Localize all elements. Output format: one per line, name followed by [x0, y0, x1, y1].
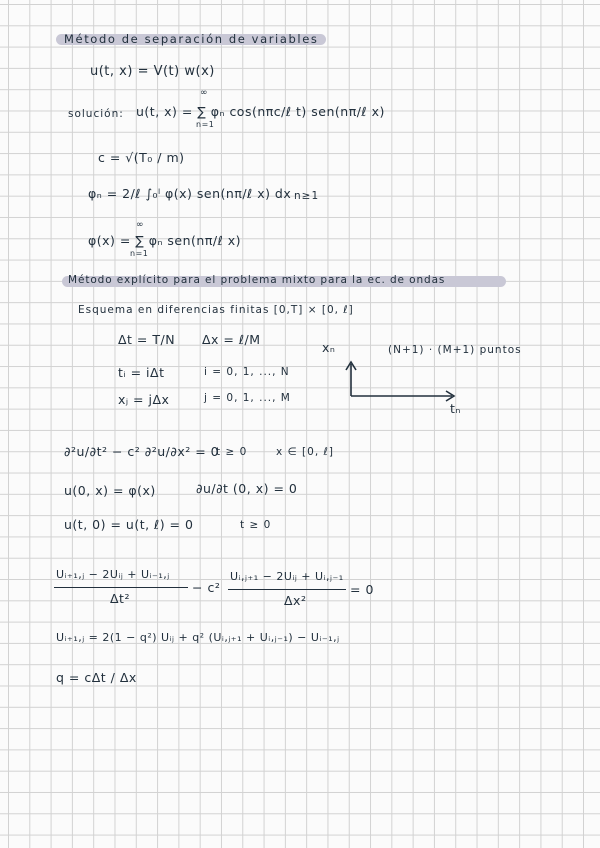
- eq-solution: u(t, x) = ∑ φₙ cos(nπc/ℓ t) sen(nπ/ℓ x): [136, 104, 385, 119]
- phi-n-condition: n≥1: [294, 190, 320, 202]
- eq-c: c = √(T₀ / m): [98, 150, 185, 165]
- section1-heading: Método de separación de variables: [64, 32, 319, 46]
- eq-dx: Δx = ℓ/M: [202, 332, 261, 347]
- axis-x-label: tₙ: [450, 401, 461, 416]
- eq-separation: u(t, x) = V(t) w(x): [90, 64, 215, 79]
- solution-label: solución:: [68, 108, 124, 120]
- section2-heading: Método explícito para el problema mixto para la ec. de ondas: [68, 274, 446, 286]
- eq-q: q = cΔt / Δx: [56, 670, 137, 685]
- points-label: (N+1) · (M+1) puntos: [388, 344, 522, 356]
- boundary-condition: u(t, 0) = u(t, ℓ) = 0: [64, 517, 194, 532]
- discrete-middle: − c²: [192, 580, 221, 595]
- discrete-rhs-denominator: Δx²: [284, 593, 307, 608]
- fraction-bar-lhs: [54, 587, 188, 588]
- initial-condition-2: ∂u/∂t (0, x) = 0: [196, 481, 298, 496]
- sum-lower-limit: n=1: [196, 120, 215, 129]
- eq-phi-n: φₙ = 2/ℓ ∫₀ˡ φ(x) sen(nπ/ℓ x) dx: [88, 186, 292, 201]
- update-rule: Uᵢ₊₁,ⱼ = 2(1 − q²) Uᵢⱼ + q² (Uᵢ,ⱼ₊₁ + Uᵢ,ⱼ₋₁) − Uᵢ₋₁,ⱼ: [56, 631, 340, 644]
- eq-xj: xⱼ = jΔx: [118, 392, 170, 407]
- sum2-lower-limit: n=1: [130, 249, 149, 258]
- discrete-lhs-numerator: Uᵢ₊₁,ⱼ − 2Uᵢⱼ + Uᵢ₋₁,ⱼ: [56, 568, 170, 581]
- discrete-rhs-numerator: Uᵢ,ⱼ₊₁ − 2Uᵢⱼ + Uᵢ,ⱼ₋₁: [230, 570, 344, 583]
- initial-condition-1: u(0, x) = φ(x): [64, 483, 156, 498]
- pde-cond-x: x ∈ [0, ℓ]: [276, 446, 334, 458]
- boundary-cond-t: t ≥ 0: [240, 519, 272, 531]
- eq-ti: tᵢ = iΔt: [118, 365, 165, 380]
- pde-equation: ∂²u/∂t² − c² ∂²u/∂x² = 0: [64, 444, 220, 459]
- axis-y-label: xₙ: [322, 340, 336, 355]
- eq-phi-x: φ(x) = ∑ φₙ sen(nπ/ℓ x): [88, 233, 241, 248]
- fraction-bar-rhs: [228, 589, 346, 590]
- xj-range: j = 0, 1, ..., M: [204, 392, 291, 404]
- discrete-lhs-denominator: Δt²: [110, 591, 130, 606]
- scheme-label: Esquema en diferencias finitas [0,T] × [0, ℓ]: [78, 304, 354, 316]
- eq-dt: Δt = T/N: [118, 332, 176, 347]
- ti-range: i = 0, 1, ..., N: [204, 366, 290, 378]
- pde-cond-t: t ≥ 0: [216, 446, 248, 458]
- discrete-equals-zero: = 0: [350, 582, 374, 597]
- sum-upper-limit: ∞: [200, 88, 208, 98]
- sum2-upper-limit: ∞: [136, 220, 144, 230]
